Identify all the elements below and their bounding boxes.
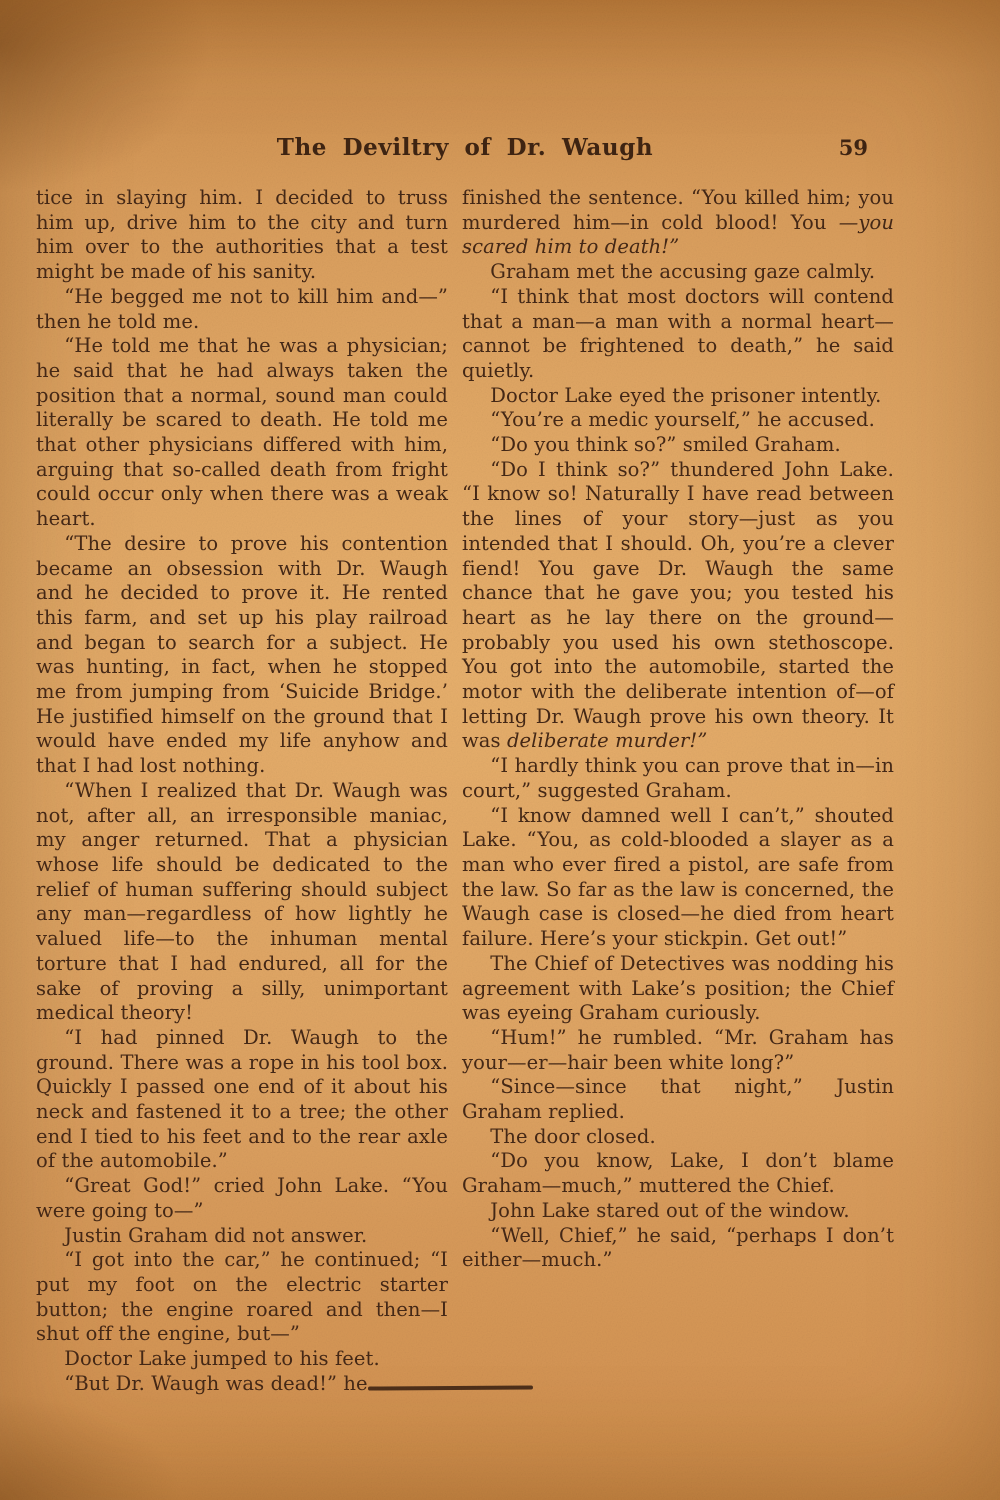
paragraph	[462, 804, 894, 952]
left-column	[36, 186, 448, 1396]
paragraph	[462, 1199, 894, 1224]
paragraph	[36, 1372, 448, 1397]
paragraph	[462, 1026, 894, 1075]
paragraph	[36, 532, 448, 779]
text-run: “He begged me not to kill him and—” then he told me.	[36, 284, 448, 333]
paragraph	[462, 1075, 894, 1124]
paragraph	[462, 952, 894, 1026]
paragraph	[36, 779, 448, 1026]
paragraph	[462, 754, 894, 803]
text-run: “Well, Chief,” he said, “perhaps I don’t either—much.”	[462, 1223, 894, 1272]
text-run: “Hum!” he rumbled. “Mr. Graham has your—er—hair been white long?”	[462, 1025, 894, 1074]
paragraph	[462, 384, 894, 409]
text-run: Doctor Lake eyed the prisoner intently.	[490, 383, 882, 407]
text-run: “Do you know, Lake, I don’t blame Graham—much,” muttered the Chief.	[462, 1149, 894, 1198]
text-run: The Chief of Detectives was nodding his agreement with Lake’s position; the Chief was eyeing Graham curiously.	[462, 951, 894, 1025]
page-number: 59	[838, 135, 868, 160]
text-run: “Do you think so?” smiled Graham.	[490, 433, 841, 457]
text-run: “Since—since that night,” Justin Graham replied.	[462, 1075, 894, 1124]
paragraph	[462, 260, 894, 285]
paragraph	[462, 285, 894, 384]
text-run: “The desire to prove his contention became an obsession with Dr. Waugh and he decided to prove it. He rented this farm, and set up his play railroad and began to search for a subject. He was hunting, in fact, when he stopped me from jumping from ‘Suicide Bridge.’ He justified himself on the ground that I would have ended my life anyhow and that I had lost nothing.	[36, 531, 448, 778]
paragraph	[462, 1125, 894, 1150]
paragraph	[462, 1149, 894, 1198]
text-run: Doctor Lake jumped to his feet.	[64, 1347, 380, 1371]
paragraph	[36, 1224, 448, 1249]
paragraph	[462, 186, 894, 260]
text-run: “Great God!” cried John Lake. “You were going to—”	[36, 1174, 448, 1222]
paragraph	[36, 1174, 448, 1223]
paragraph	[462, 458, 894, 754]
text-run: “Do I think so?” thundered John Lake. “I know so! Naturally I have read between the lines of your story—just as you intended that I should. Oh, you’re a clever fiend! You gave Dr. Waugh the same chance that he gave you; you tested his heart as he lay there on the ground—probably you used his own stethoscope. You got into the automobile, started the motor with the deliberate intention of—of letting Dr. Waugh prove his own theory. It was	[462, 457, 894, 753]
section-break-rule	[368, 1385, 533, 1390]
text-run: John Lake stared out of the window.	[490, 1198, 850, 1222]
text-run: “I hardly think you can prove that in—in court,” suggested Graham.	[462, 754, 894, 802]
text-run: “I had pinned Dr. Waugh to the ground. There was a rope in his tool box. Quickly I passed one end of it about his neck and fastened it to a tree; the other end I tied to his feet and to the rear axle of the automobile.”	[36, 1025, 448, 1173]
text-run: The door closed.	[490, 1124, 656, 1148]
paragraph	[36, 334, 448, 532]
running-title: The Deviltry of Dr. Waugh	[276, 134, 654, 161]
text-run: “When I realized that Dr. Waugh was not, after all, an irresponsible maniac, my anger returned. That a physician whose life should be dedicated to the relief of human suffering should subject any man—regardless of how lightly he valued life—to the inhuman mental torture that I had endured, all for the sake of proving a silly, unimportant medical theory!	[36, 778, 448, 1025]
paragraph	[36, 285, 448, 334]
text-run: “I know damned well I can’t,” shouted Lake. “You, as cold-blooded a slayer as a man who ever fired a pistol, are safe from the law. So far as the law is concerned, the Waugh case is closed—he died from heart failure. Here’s your stickpin. Get out!”	[462, 803, 894, 951]
text-run: “You’re a medic yourself,” he accused.	[490, 408, 875, 432]
text-run: Justin Graham did not answer.	[64, 1223, 368, 1247]
paragraph	[462, 433, 894, 458]
text-run: “He told me that he was a physician; he said that he had always taken the position that a normal, sound man could literally be scared to death. He told me that other physicians differed with him, arguing that so-called death from fright could occur only when there was a weak heart.	[36, 334, 448, 531]
paragraph	[36, 1347, 448, 1372]
text-run: “I think that most doctors will contend that a man—a man with a normal heart—cannot be frightened to death,” he said quietly.	[462, 284, 894, 382]
italic-text-run: deliberate murder!”	[506, 729, 708, 753]
text-run: Graham met the accusing gaze calmly.	[490, 260, 876, 284]
text-run: tice in slaying him. I decided to truss him up, drive him to the city and turn him over to the authorities that a test might be made of his sanity.	[36, 186, 448, 284]
italic-text-run: —you scared him to death!”	[462, 210, 894, 259]
paragraph	[36, 1248, 448, 1347]
paragraph	[462, 408, 894, 433]
text-run: “I got into the car,” he continued; “I put my foot on the electric starter button; the engine roared and then—I shut off the engine, but—”	[36, 1248, 448, 1346]
paragraph	[36, 186, 448, 285]
right-column	[462, 186, 894, 1273]
text-run: finished the sentence. “You killed him; you murdered him—in cold blood! You	[462, 186, 894, 234]
paragraph	[36, 1026, 448, 1174]
text-run: “But Dr. Waugh was dead!” he	[64, 1371, 368, 1395]
page-header	[36, 134, 894, 170]
paragraph	[462, 1224, 894, 1273]
